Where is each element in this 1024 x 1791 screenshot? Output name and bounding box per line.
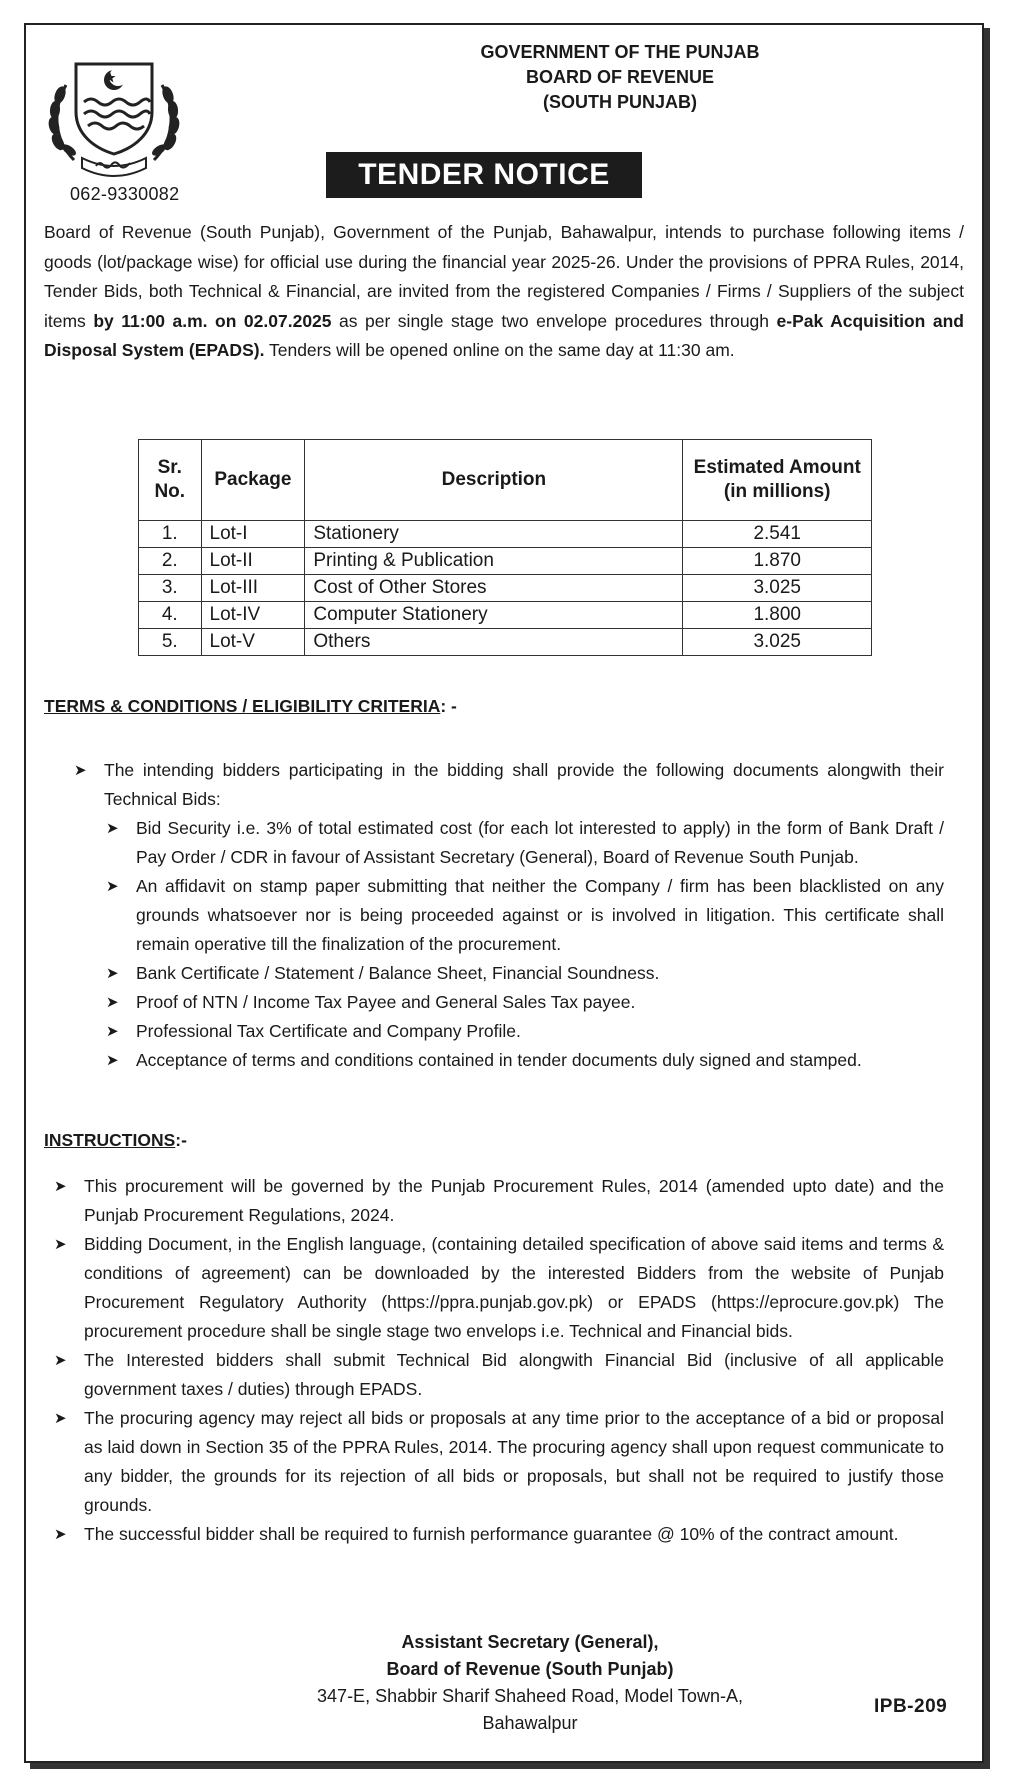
reference-code: IPB-209 xyxy=(874,1696,948,1717)
cell-package: Lot-I xyxy=(201,521,305,548)
list-item xyxy=(54,1404,944,1520)
frame-shadow-bottom xyxy=(30,1763,990,1769)
list-item-text: The successful bidder shall be required to furnish performance guarantee @ 10% of the contract amount. xyxy=(84,1524,899,1544)
cell-sr-no: 2. xyxy=(139,548,202,575)
page-title: TENDER NOTICE xyxy=(326,152,642,198)
list-item-text: Acceptance of terms and conditions contained in tender documents duly signed and stamped. xyxy=(136,1050,862,1070)
instructions-heading xyxy=(44,1130,187,1151)
table-row xyxy=(139,548,872,575)
issuer-header xyxy=(400,40,840,115)
cell-amount: 1.800 xyxy=(683,602,872,629)
list-item-text: This procurement will be governed by the Punjab Procurement Rules, 2014 (amended upto date) and the Punjab Procurement Regulations, 2024. xyxy=(84,1176,944,1225)
cell-amount: 3.025 xyxy=(683,575,872,602)
cell-description: Computer Stationery xyxy=(305,602,683,629)
arrow-bullet-icon: ➤ xyxy=(106,965,119,982)
list-item xyxy=(74,756,944,814)
cell-sr-no: 3. xyxy=(139,575,202,602)
intro-paragraph xyxy=(44,218,964,366)
arrow-bullet-icon: ➤ xyxy=(54,1352,67,1369)
items-table xyxy=(138,439,872,656)
signature-block xyxy=(240,1629,820,1737)
signatory-address: 347-E, Shabbir Sharif Shaheed Road, Model Town-A, xyxy=(317,1686,743,1706)
header-line-region: (SOUTH PUNJAB) xyxy=(542,92,697,112)
terms-sub-list xyxy=(106,814,944,1075)
arrow-bullet-icon: ➤ xyxy=(106,878,119,895)
list-item-text: The procuring agency may reject all bids or proposals at any time prior to the acceptance of a bid or proposal as laid down in Section 35 of the PPRA Rules, 2014. The procuring agency shall upon request communicate to any bidder, the grounds for its rejection of all bids or proposals, but shall not be required to justify those grounds. xyxy=(84,1408,944,1515)
terms-heading-suffix: : - xyxy=(440,696,457,716)
instructions-heading-suffix: :- xyxy=(175,1130,187,1150)
header-line-government: GOVERNMENT OF THE PUNJAB xyxy=(480,42,760,62)
frame-shadow-right xyxy=(984,28,990,1768)
intro-text-1: Board of Revenue (South Punjab), Government of the Punjab, Bahawalpur, intends to purchase following items / goods (lot/package wise) for official use during the financial year 2025-26. Under the provisions of PPRA Rules, 2014, Tender Bids, both Technical & Financial, are invited from the registered Companies / Firms / Suppliers of the subject items xyxy=(44,222,964,331)
signatory-title: Assistant Secretary (General), xyxy=(401,1632,659,1652)
list-item xyxy=(106,872,944,959)
arrow-bullet-icon: ➤ xyxy=(74,762,87,779)
signatory-office: Board of Revenue (South Punjab) xyxy=(386,1659,674,1679)
list-item xyxy=(106,1046,944,1075)
cell-package: Lot-II xyxy=(201,548,305,575)
list-item xyxy=(106,814,944,872)
cell-sr-no: 1. xyxy=(139,521,202,548)
terms-heading-text: TERMS & CONDITIONS / ELIGIBILITY CRITERIA xyxy=(44,696,441,716)
terms-list xyxy=(74,756,944,814)
cell-description: Others xyxy=(305,629,683,656)
intro-deadline: by 11:00 a.m. on 02.07.2025 xyxy=(93,310,332,331)
cell-amount: 1.870 xyxy=(683,548,872,575)
arrow-bullet-icon: ➤ xyxy=(54,1236,67,1253)
phone-number: 062-9330082 xyxy=(70,184,180,204)
arrow-bullet-icon: ➤ xyxy=(106,820,119,837)
terms-heading xyxy=(44,696,457,717)
arrow-bullet-icon: ➤ xyxy=(106,1052,119,1069)
header-sr-no: Sr. No. xyxy=(139,440,202,521)
punjab-emblem-logo xyxy=(44,50,184,180)
list-item xyxy=(54,1172,944,1230)
cell-description: Stationery xyxy=(305,521,683,548)
table-row xyxy=(139,602,872,629)
cell-amount: 2.541 xyxy=(683,521,872,548)
list-item-text: An affidavit on stamp paper submitting that neither the Company / firm has been blacklisted on any grounds whatsoever nor is being proceeded against or is involved in litigation. This certificate shall remain operative till the finalization of the procurement. xyxy=(136,876,944,954)
intro-text-2: as per single stage two envelope procedures through xyxy=(331,310,777,331)
table-row xyxy=(139,629,872,656)
cell-sr-no: 5. xyxy=(139,629,202,656)
cell-sr-no: 4. xyxy=(139,602,202,629)
list-item xyxy=(54,1230,944,1346)
list-item-text: Bid Security i.e. 3% of total estimated cost (for each lot interested to apply) in the form of Bank Draft / Pay Order / CDR in favour of Assistant Secretary (General), Board of Revenue South Punjab. xyxy=(136,818,944,867)
arrow-bullet-icon: ➤ xyxy=(106,1023,119,1040)
cell-amount: 3.025 xyxy=(683,629,872,656)
signatory-city: Bahawalpur xyxy=(482,1713,578,1733)
header-package: Package xyxy=(201,440,305,521)
header-description: Description xyxy=(305,440,683,521)
list-item-text: Proof of NTN / Income Tax Payee and General Sales Tax payee. xyxy=(136,992,636,1012)
list-item xyxy=(106,959,944,988)
list-item xyxy=(54,1346,944,1404)
table-header-row xyxy=(139,440,872,521)
cell-package: Lot-III xyxy=(201,575,305,602)
list-item-text: Bank Certificate / Statement / Balance Sheet, Financial Soundness. xyxy=(136,963,660,983)
arrow-bullet-icon: ➤ xyxy=(54,1410,67,1427)
table-row xyxy=(139,521,872,548)
instructions-heading-text: INSTRUCTIONS xyxy=(44,1130,176,1150)
cell-description: Cost of Other Stores xyxy=(305,575,683,602)
instructions-list xyxy=(54,1172,944,1549)
list-item xyxy=(106,1017,944,1046)
header-amount: Estimated Amount (in millions) xyxy=(683,440,872,521)
list-item-text: Professional Tax Certificate and Company Profile. xyxy=(136,1021,521,1041)
list-item-text: The Interested bidders shall submit Technical Bid alongwith Financial Bid (inclusive of all applicable government taxes / duties) through EPADS. xyxy=(84,1350,944,1399)
arrow-bullet-icon: ➤ xyxy=(54,1526,67,1543)
list-item xyxy=(54,1520,944,1549)
table-row xyxy=(139,575,872,602)
list-item-text: Bidding Document, in the English language, (containing detailed specification of above said items and terms & conditions of agreement) can be downloaded by the interested Bidders from the website of Punjab Procurement Regulatory Authority (https://ppra.punjab.gov.pk) or EPADS (https://eprocure.gov.pk) The procurement procedure shall be single stage two envelops i.e. Technical and Financial bids. xyxy=(84,1234,944,1341)
cell-package: Lot-IV xyxy=(201,602,305,629)
arrow-bullet-icon: ➤ xyxy=(54,1178,67,1195)
cell-description: Printing & Publication xyxy=(305,548,683,575)
intro-text-3: Tenders will be opened online on the same day at 11:30 am. xyxy=(264,340,735,360)
header-line-board: BOARD OF REVENUE xyxy=(525,67,714,87)
terms-intro: The intending bidders participating in the bidding shall provide the following documents alongwith their Technical Bids: xyxy=(104,760,944,809)
cell-package: Lot-V xyxy=(201,629,305,656)
list-item xyxy=(106,988,944,1017)
intro-system: e-Pak Acquisition and Disposal System (EPADS). xyxy=(44,310,964,360)
arrow-bullet-icon: ➤ xyxy=(106,994,119,1011)
